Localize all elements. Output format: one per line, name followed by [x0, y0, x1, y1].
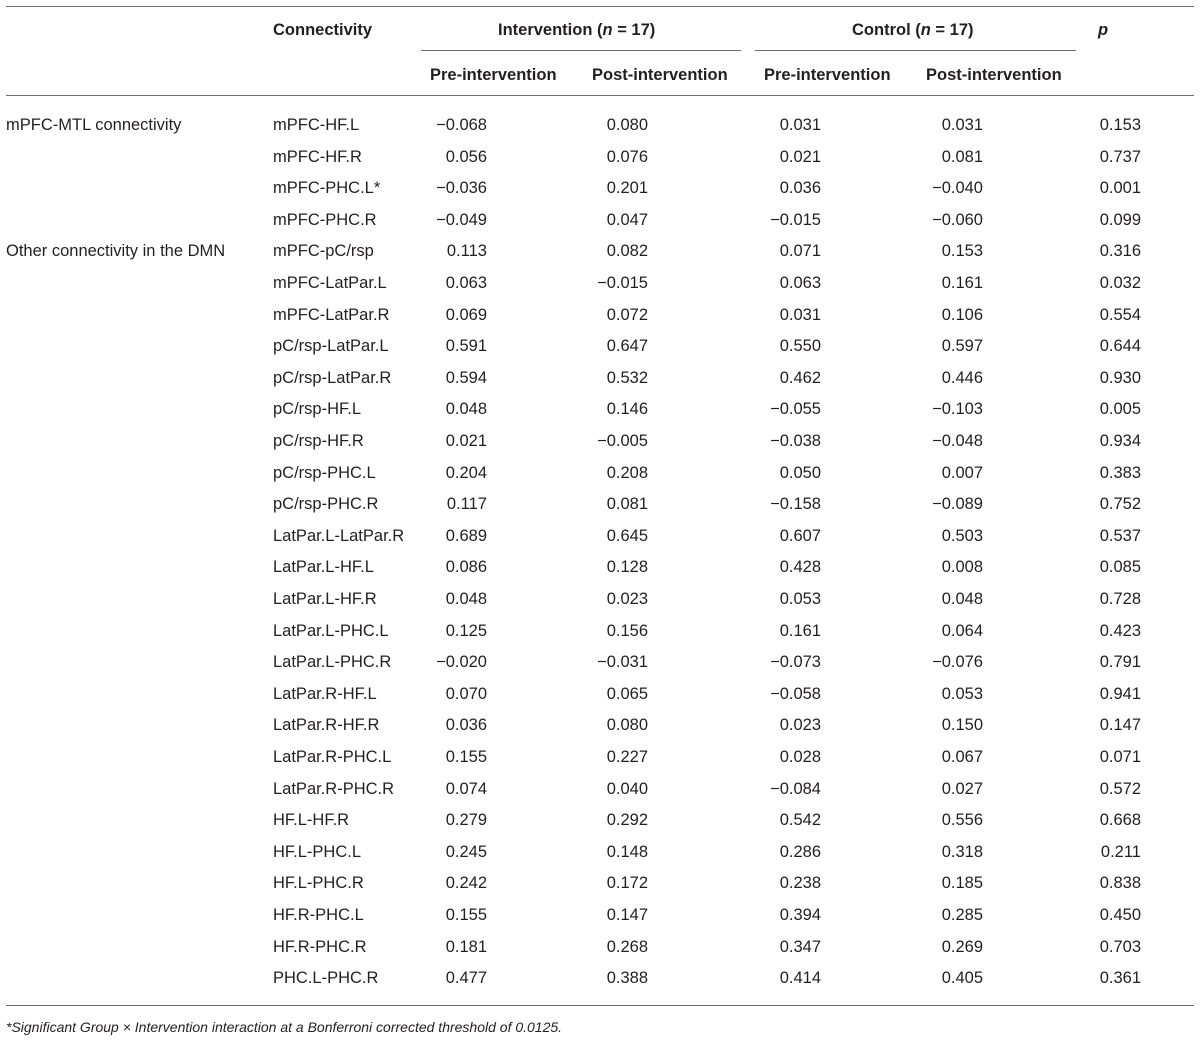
- row-control-pre: 0.238: [779, 874, 821, 893]
- row-intervention-pre: 0.689: [445, 526, 487, 545]
- row-p-value: 0.752: [1099, 495, 1141, 514]
- row-connectivity: pC/rsp-HF.L: [273, 400, 362, 419]
- row-control-pre: 0.036: [779, 179, 821, 198]
- row-intervention-post: 0.647: [606, 337, 648, 356]
- row-intervention-post: 0.268: [606, 937, 648, 956]
- row-intervention-pre: 0.048: [445, 400, 487, 419]
- row-p-value: 0.668: [1099, 811, 1141, 830]
- header-control-post: Post-intervention: [926, 66, 1062, 84]
- row-p-value: 0.450: [1099, 906, 1141, 924]
- row-p-value: 0.085: [1099, 558, 1141, 577]
- row-p-value: 0.728: [1099, 590, 1141, 608]
- row-intervention-pre: −0.068: [436, 116, 487, 134]
- row-intervention-post: 0.047: [606, 210, 648, 229]
- row-connectivity: LatPar.L-PHC.R: [273, 653, 392, 672]
- row-p-value: 0.838: [1099, 874, 1141, 893]
- row-intervention-post: 0.072: [606, 305, 648, 324]
- row-p-value: 0.791: [1099, 653, 1141, 672]
- row-control-pre: 0.063: [779, 274, 821, 292]
- row-control-post: 0.161: [941, 274, 983, 292]
- row-control-pre: 0.542: [779, 811, 821, 830]
- row-control-post: 0.081: [941, 147, 983, 166]
- row-intervention-pre: −0.036: [436, 179, 487, 198]
- row-connectivity: HF.L-PHC.R: [273, 874, 364, 893]
- header-control-pre: Pre-intervention: [764, 66, 891, 84]
- row-intervention-pre: 0.074: [445, 779, 487, 798]
- row-p-value: 0.361: [1099, 969, 1141, 988]
- row-control-post: 0.556: [941, 811, 983, 830]
- row-p-value: 0.211: [1100, 842, 1141, 861]
- row-intervention-pre: 0.204: [445, 463, 487, 482]
- row-intervention-pre: −0.020: [436, 653, 487, 672]
- row-control-post: 0.008: [941, 558, 983, 577]
- row-control-post: 0.064: [941, 621, 983, 640]
- row-control-post: 0.597: [941, 337, 983, 356]
- row-connectivity: pC/rsp-LatPar.L: [273, 337, 389, 356]
- row-control-post: 0.007: [941, 463, 983, 482]
- row-control-post: 0.053: [941, 684, 983, 703]
- row-intervention-pre: 0.117: [446, 495, 487, 514]
- row-intervention-post: 0.148: [606, 842, 648, 861]
- row-control-post: 0.067: [941, 748, 983, 766]
- row-intervention-pre: 0.113: [446, 242, 487, 261]
- row-intervention-post: 0.201: [606, 179, 648, 198]
- header-intervention-n-value: = 17): [612, 21, 656, 39]
- row-intervention-post: 0.065: [606, 684, 648, 703]
- header-intervention-label: Intervention: [498, 21, 593, 39]
- row-intervention-pre: 0.242: [445, 874, 487, 893]
- header-p-label: p: [1098, 21, 1109, 39]
- row-intervention-pre: 0.591: [445, 337, 487, 356]
- row-p-value: 0.537: [1099, 526, 1141, 545]
- row-connectivity: pC/rsp-HF.R: [273, 432, 364, 450]
- row-control-pre: 0.428: [779, 558, 821, 577]
- row-intervention-post: 0.128: [606, 558, 648, 577]
- row-p-value: 0.934: [1099, 432, 1141, 450]
- row-intervention-post: 0.146: [606, 400, 648, 419]
- row-intervention-post: 0.080: [606, 116, 648, 134]
- row-control-post: −0.060: [932, 210, 983, 229]
- row-control-pre: 0.161: [779, 621, 821, 640]
- row-connectivity: LatPar.L-HF.R: [273, 590, 377, 608]
- row-intervention-pre: 0.155: [445, 906, 487, 924]
- row-control-post: 0.027: [941, 779, 983, 798]
- row-intervention-post: −0.005: [597, 432, 648, 450]
- row-connectivity: mPFC-pC/rsp: [273, 242, 374, 261]
- header-intervention: Intervention (n = 17): [498, 21, 656, 39]
- header-intervention-n: n: [602, 21, 613, 39]
- row-control-post: −0.076: [932, 653, 983, 672]
- row-intervention-pre: 0.056: [445, 147, 487, 166]
- row-intervention-post: 0.208: [606, 463, 648, 482]
- row-control-post: 0.405: [941, 969, 983, 988]
- row-connectivity: LatPar.L-PHC.L: [273, 621, 389, 640]
- row-intervention-post: 0.023: [606, 590, 648, 608]
- row-connectivity: HF.R-PHC.L: [273, 906, 364, 924]
- header-control: Control (n = 17): [852, 21, 974, 39]
- row-intervention-post: 0.227: [606, 748, 648, 766]
- row-connectivity: LatPar.L-HF.L: [273, 558, 374, 577]
- row-intervention-post: −0.015: [597, 274, 648, 292]
- row-control-post: 0.185: [941, 874, 983, 893]
- row-p-value: 0.941: [1099, 684, 1141, 703]
- row-control-pre: −0.084: [770, 779, 821, 798]
- row-p-value: 0.032: [1099, 274, 1141, 292]
- row-control-pre: 0.414: [779, 969, 821, 988]
- row-control-pre: 0.050: [779, 463, 821, 482]
- row-connectivity: mPFC-PHC.R: [273, 210, 377, 229]
- row-control-post: −0.103: [932, 400, 983, 419]
- row-connectivity: mPFC-HF.R: [273, 147, 362, 166]
- row-control-pre: 0.023: [779, 716, 821, 735]
- row-intervention-post: 0.172: [606, 874, 648, 893]
- row-p-value: 0.572: [1099, 779, 1141, 798]
- row-connectivity: pC/rsp-PHC.L: [273, 463, 376, 482]
- row-control-post: 0.318: [941, 842, 983, 861]
- row-intervention-post: −0.031: [597, 653, 648, 672]
- header-control-label: Control: [852, 21, 911, 39]
- row-intervention-post: 0.082: [606, 242, 648, 261]
- row-intervention-pre: 0.069: [445, 305, 487, 324]
- row-control-pre: 0.071: [779, 242, 821, 261]
- row-intervention-pre: 0.036: [445, 716, 487, 735]
- row-connectivity: HF.R-PHC.R: [273, 937, 367, 956]
- row-intervention-pre: 0.155: [445, 748, 487, 766]
- row-intervention-pre: 0.279: [445, 811, 487, 830]
- row-p-value: 0.703: [1099, 937, 1141, 956]
- row-p-value: 0.644: [1099, 337, 1141, 356]
- row-control-pre: 0.286: [779, 842, 821, 861]
- row-control-pre: 0.031: [779, 116, 821, 134]
- row-intervention-pre: 0.086: [445, 558, 487, 577]
- row-control-post: 0.106: [941, 305, 983, 324]
- row-control-post: 0.285: [941, 906, 983, 924]
- row-control-post: −0.040: [932, 179, 983, 198]
- row-intervention-pre: 0.063: [445, 274, 487, 292]
- header-control-n: n: [920, 21, 931, 39]
- row-p-value: 0.737: [1099, 147, 1141, 166]
- row-intervention-post: 0.040: [606, 779, 648, 798]
- row-p-value: 0.001: [1099, 179, 1141, 198]
- row-p-value: 0.147: [1099, 716, 1141, 735]
- row-connectivity: mPFC-LatPar.R: [273, 305, 390, 324]
- row-connectivity: LatPar.R-PHC.L: [273, 748, 392, 766]
- row-intervention-post: 0.388: [606, 969, 648, 988]
- row-intervention-pre: 0.181: [445, 937, 487, 956]
- row-control-post: −0.089: [932, 495, 983, 514]
- row-connectivity: PHC.L-PHC.R: [273, 969, 379, 988]
- row-p-value: 0.316: [1099, 242, 1141, 261]
- row-intervention-pre: 0.048: [445, 590, 487, 608]
- row-control-pre: −0.073: [770, 653, 821, 672]
- row-intervention-pre: −0.049: [436, 210, 487, 229]
- row-control-post: −0.048: [932, 432, 983, 450]
- row-control-pre: 0.021: [779, 147, 821, 166]
- row-intervention-pre: 0.021: [445, 432, 487, 450]
- row-intervention-post: 0.081: [606, 495, 648, 514]
- row-p-value: 0.099: [1099, 210, 1141, 229]
- row-connectivity: LatPar.R-HF.R: [273, 716, 380, 735]
- row-control-pre: 0.028: [779, 748, 821, 766]
- row-intervention-pre: 0.477: [445, 969, 487, 988]
- row-control-post: 0.269: [941, 937, 983, 956]
- row-connectivity: mPFC-LatPar.L: [273, 274, 387, 292]
- row-connectivity: LatPar.R-HF.L: [273, 684, 377, 703]
- row-intervention-post: 0.156: [606, 621, 648, 640]
- header-intervention-pre: Pre-intervention: [430, 66, 557, 84]
- row-connectivity: HF.L-HF.R: [273, 811, 350, 830]
- row-section-label: mPFC-MTL connectivity: [6, 116, 182, 134]
- row-control-pre: 0.347: [779, 937, 821, 956]
- header-connectivity: Connectivity: [273, 21, 373, 39]
- row-intervention-pre: 0.070: [445, 684, 487, 703]
- row-intervention-pre: 0.125: [445, 621, 487, 640]
- row-connectivity: LatPar.R-PHC.R: [273, 779, 395, 798]
- row-control-pre: 0.462: [779, 368, 821, 387]
- row-connectivity: pC/rsp-LatPar.R: [273, 368, 392, 387]
- header-control-n-value: = 17): [930, 21, 974, 39]
- row-intervention-post: 0.532: [606, 368, 648, 387]
- row-connectivity: mPFC-HF.L: [273, 116, 360, 134]
- row-control-post: 0.503: [941, 526, 983, 545]
- row-control-post: 0.031: [941, 116, 983, 134]
- row-p-value: 0.005: [1099, 400, 1141, 419]
- row-p-value: 0.423: [1099, 621, 1141, 640]
- row-control-pre: −0.055: [770, 400, 821, 419]
- row-connectivity: HF.L-PHC.L: [273, 842, 362, 861]
- row-control-post: 0.446: [941, 368, 983, 387]
- row-control-pre: 0.550: [779, 337, 821, 356]
- row-section-label: Other connectivity in the DMN: [6, 242, 226, 261]
- row-intervention-post: 0.292: [606, 811, 648, 830]
- row-p-value: 0.930: [1099, 368, 1141, 387]
- row-intervention-post: 0.080: [606, 716, 648, 735]
- row-connectivity: pC/rsp-PHC.R: [273, 495, 379, 514]
- row-intervention-pre: 0.245: [445, 842, 487, 861]
- row-control-pre: 0.053: [779, 590, 821, 608]
- row-intervention-post: 0.076: [606, 147, 648, 166]
- row-p-value: 0.153: [1099, 116, 1141, 134]
- row-control-post: 0.153: [941, 242, 983, 261]
- row-connectivity: mPFC-PHC.L*: [273, 179, 381, 198]
- footnote: *Significant Group × Intervention interaction at a Bonferroni corrected threshold of 0.0125.: [6, 1019, 563, 1035]
- row-intervention-post: 0.645: [606, 526, 648, 545]
- row-connectivity: LatPar.L-LatPar.R: [273, 526, 405, 545]
- row-control-pre: 0.394: [779, 906, 821, 924]
- row-intervention-post: 0.147: [606, 906, 648, 924]
- row-intervention-pre: 0.594: [445, 368, 487, 387]
- row-control-pre: 0.607: [779, 526, 821, 545]
- row-control-pre: −0.038: [770, 432, 821, 450]
- row-control-pre: −0.015: [770, 210, 821, 229]
- row-control-post: 0.150: [941, 716, 983, 735]
- row-control-post: 0.048: [941, 590, 983, 608]
- row-p-value: 0.071: [1099, 748, 1141, 766]
- row-control-pre: 0.031: [779, 305, 821, 324]
- row-p-value: 0.383: [1099, 463, 1141, 482]
- row-control-pre: −0.058: [770, 684, 821, 703]
- header-intervention-post: Post-intervention: [592, 66, 728, 84]
- row-control-pre: −0.158: [770, 495, 821, 514]
- row-p-value: 0.554: [1099, 305, 1141, 324]
